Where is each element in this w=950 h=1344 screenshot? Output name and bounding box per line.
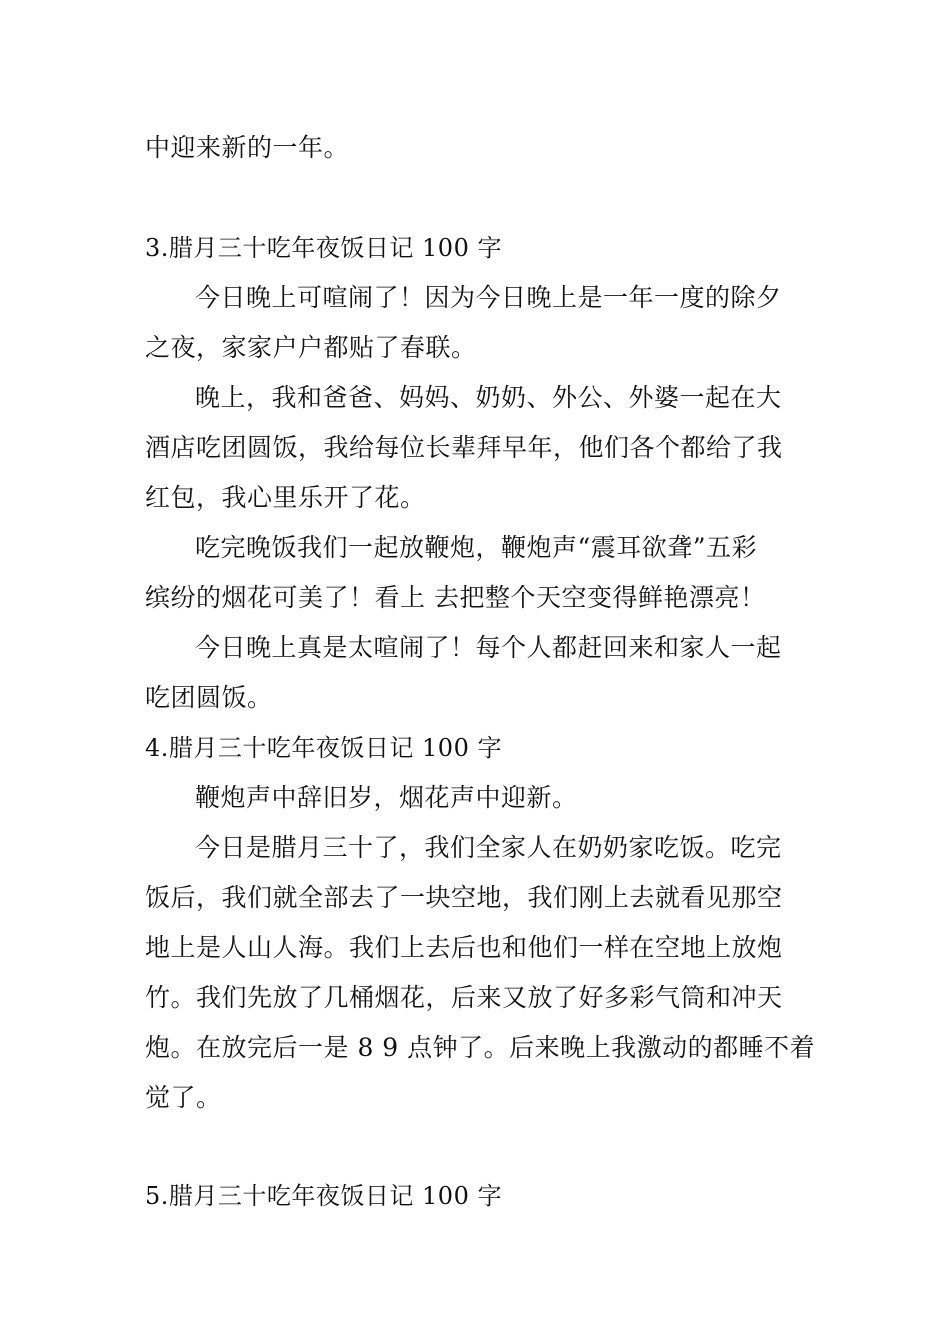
paragraph-line: 酒店吃团圆饭，我给每位长辈拜早年，他们各个都给了我: [145, 433, 783, 462]
paragraph-line: 觉了。: [145, 1083, 222, 1112]
paragraph-line: 之夜，家家户户都贴了春联。: [145, 333, 477, 362]
section-heading-4: 4.腊月三十吃年夜饭日记 100 字: [145, 734, 502, 762]
paragraph-line: 缤纷的烟花可美了！看上 去把整个天空变得鲜艳漂亮！: [145, 583, 766, 612]
paragraph-line: 今日是腊月三十了，我们全家人在奶奶家吃饭。吃完: [195, 833, 782, 862]
paragraph-line: 鞭炮声中辞旧岁，烟花声中迎新。: [195, 783, 578, 812]
paragraph-line: 吃团圆饭。: [145, 683, 273, 712]
paragraph-line: 吃完晚饭我们一起放鞭炮，鞭炮声“震耳欲聋”五彩: [195, 533, 758, 562]
paragraph-line: 红包，我心里乐开了花。: [145, 483, 426, 512]
paragraph-line: 晚上，我和爸爸、妈妈、奶奶、外公、外婆一起在大: [195, 383, 782, 412]
section-heading-5: 5.腊月三十吃年夜饭日记 100 字: [145, 1182, 502, 1210]
paragraph-line: 地上是人山人海。我们上去后也和他们一样在空地上放炮: [145, 933, 783, 962]
paragraph-line: 炮。在放完后一是 8 9 点钟了。后来晚上我激动的都睡不着: [145, 1033, 816, 1062]
paragraph-line: 今日晚上真是太喧闹了！每个人都赶回来和家人一起: [195, 633, 782, 662]
paragraph-line: 竹。我们先放了几桶烟花，后来又放了好多彩气筒和冲天: [145, 983, 783, 1012]
paragraph-line: 中迎来新的一年。: [145, 133, 350, 162]
section-heading-3: 3.腊月三十吃年夜饭日记 100 字: [145, 234, 502, 262]
paragraph-line: 饭后，我们就全部去了一块空地，我们刚上去就看见那空: [145, 883, 783, 912]
paragraph-line: 今日晚上可喧闹了！因为今日晚上是一年一度的除夕: [195, 283, 782, 312]
